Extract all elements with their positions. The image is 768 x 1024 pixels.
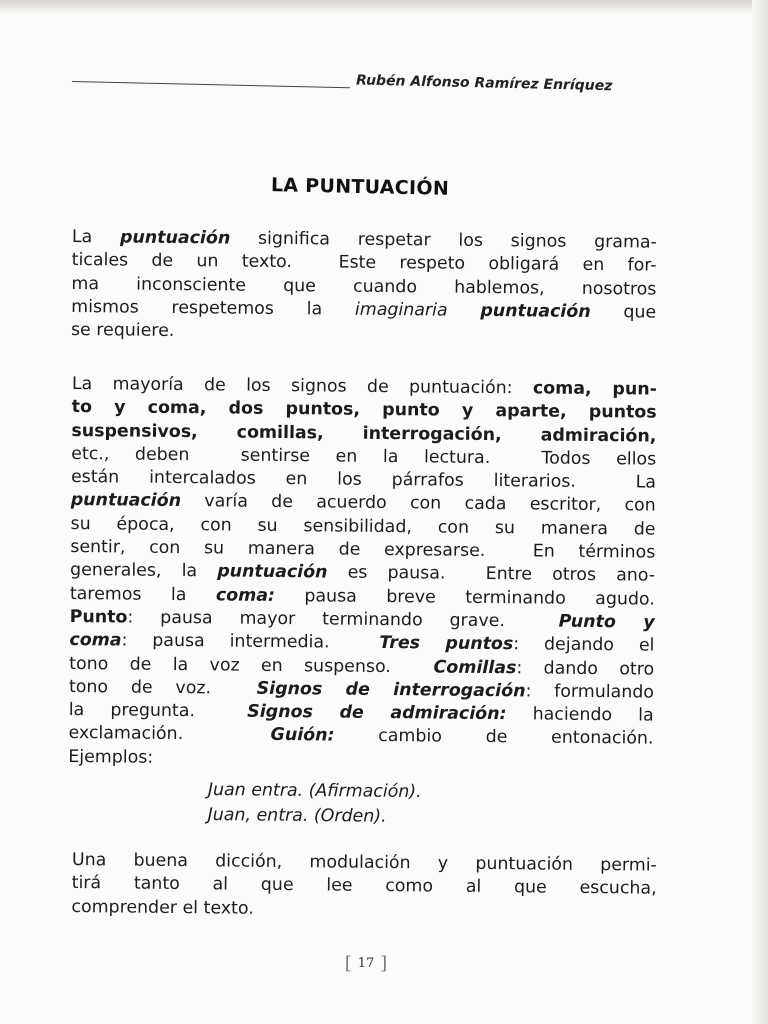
text-run: se requiere.	[70, 320, 175, 342]
text-run: ticales de un texto. Este respeto obligará en for-	[71, 250, 657, 276]
text-run: su época, con su sensibilidad, con su manera de	[70, 513, 656, 540]
text-run: mismos respetemos la	[71, 296, 356, 320]
emphasis-run: Signos de admiración:	[247, 701, 507, 725]
text-run: haciendo la	[506, 704, 654, 726]
text-run: : pausa intermedia.	[121, 630, 380, 654]
text-run: varía de acuerdo con cada escritor, con	[180, 491, 656, 517]
emphasis-run: coma, pun-	[532, 378, 657, 400]
text-run: : formulando	[525, 681, 655, 703]
text-run: pausa breve terminando agudo.	[274, 585, 655, 610]
running-header	[72, 62, 655, 109]
text-run: tirá tanto al que lee como al que escucha,	[71, 873, 657, 899]
text-run: sentir, con su manera de expresarse. En términos	[70, 537, 656, 563]
emphasis-run: Punto	[69, 606, 128, 628]
text-run: taremos la	[69, 583, 216, 606]
text-run: tono de voz.	[68, 676, 257, 699]
emphasis-run: Guión:	[270, 725, 335, 746]
text-run: exclamación.	[68, 723, 271, 746]
text-run: generales, la	[70, 560, 218, 582]
emphasis-run: imaginaria	[354, 299, 448, 321]
text-run	[448, 301, 481, 321]
text-run: La	[71, 226, 121, 248]
page-number-value: 17	[357, 956, 375, 971]
text-run: comprender el texto.	[71, 896, 254, 919]
paragraph-2	[68, 373, 657, 775]
text-run: están intercalados en los párrafos literarios. La	[70, 467, 657, 493]
text-run: : dando otro	[516, 657, 655, 680]
emphasis-run: suspensivos, comillas, interrogación, admiración,	[71, 420, 657, 447]
paragraph-1	[71, 226, 657, 348]
emphasis-run: Comillas	[433, 657, 517, 678]
emphasis-run: puntuación	[119, 227, 231, 249]
examples-block	[208, 778, 548, 831]
emphasis-run: puntuación	[480, 300, 591, 322]
text-run: : dejando el	[513, 634, 655, 656]
page-title: LA PUNTUACIÓN	[270, 174, 450, 200]
emphasis-run: coma:	[215, 585, 276, 606]
text-run: La mayoría de los signos de puntuación:	[71, 373, 533, 399]
text-run: que	[590, 301, 657, 323]
page-number	[326, 953, 406, 974]
text-run: ma inconsciente que cuando hablemos, nosotros	[71, 273, 657, 300]
emphasis-run: puntuación	[217, 561, 328, 583]
text-run: : pausa mayor terminando grave.	[127, 607, 559, 632]
text-run: la pregunta.	[68, 700, 248, 722]
text-run: Ejemplos:	[68, 746, 154, 768]
page-number-bracket-open: [	[344, 953, 352, 974]
emphasis-run: Signos de interrogación	[256, 678, 526, 702]
paragraph-3	[71, 849, 657, 925]
page-edge-shadow	[752, 0, 768, 1024]
page-top-shadow	[0, 0, 768, 14]
emphasis-run: Tres puntos	[379, 633, 514, 655]
text-run: etc., deben sentirse en la lectura. Todos ellos	[71, 443, 657, 470]
emphasis-run: to y coma, dos puntos, punto y aparte, puntos	[71, 397, 657, 423]
page-number-bracket-close: ]	[380, 953, 388, 974]
header-author: Rubén Alfonso Ramírez Enríquez	[355, 72, 613, 95]
emphasis-run: puntuación	[70, 490, 182, 512]
example-affirmation: Juan entra. (Afirmación).	[207, 779, 422, 803]
text-run: Una buena dicción, modulación y puntuación permi-	[71, 849, 657, 876]
text-run: es pausa. Entre otros ano-	[327, 562, 656, 586]
example-order: Juan, entra. (Orden).	[207, 804, 387, 827]
text-run: significa respetar los signos grama-	[230, 228, 657, 253]
emphasis-run: coma	[69, 630, 122, 651]
text-run: cambio de entonación.	[334, 725, 654, 750]
header-rule	[72, 81, 350, 88]
text-run: tono de la voz en suspenso.	[69, 653, 434, 678]
emphasis-run: Punto y	[558, 611, 655, 633]
